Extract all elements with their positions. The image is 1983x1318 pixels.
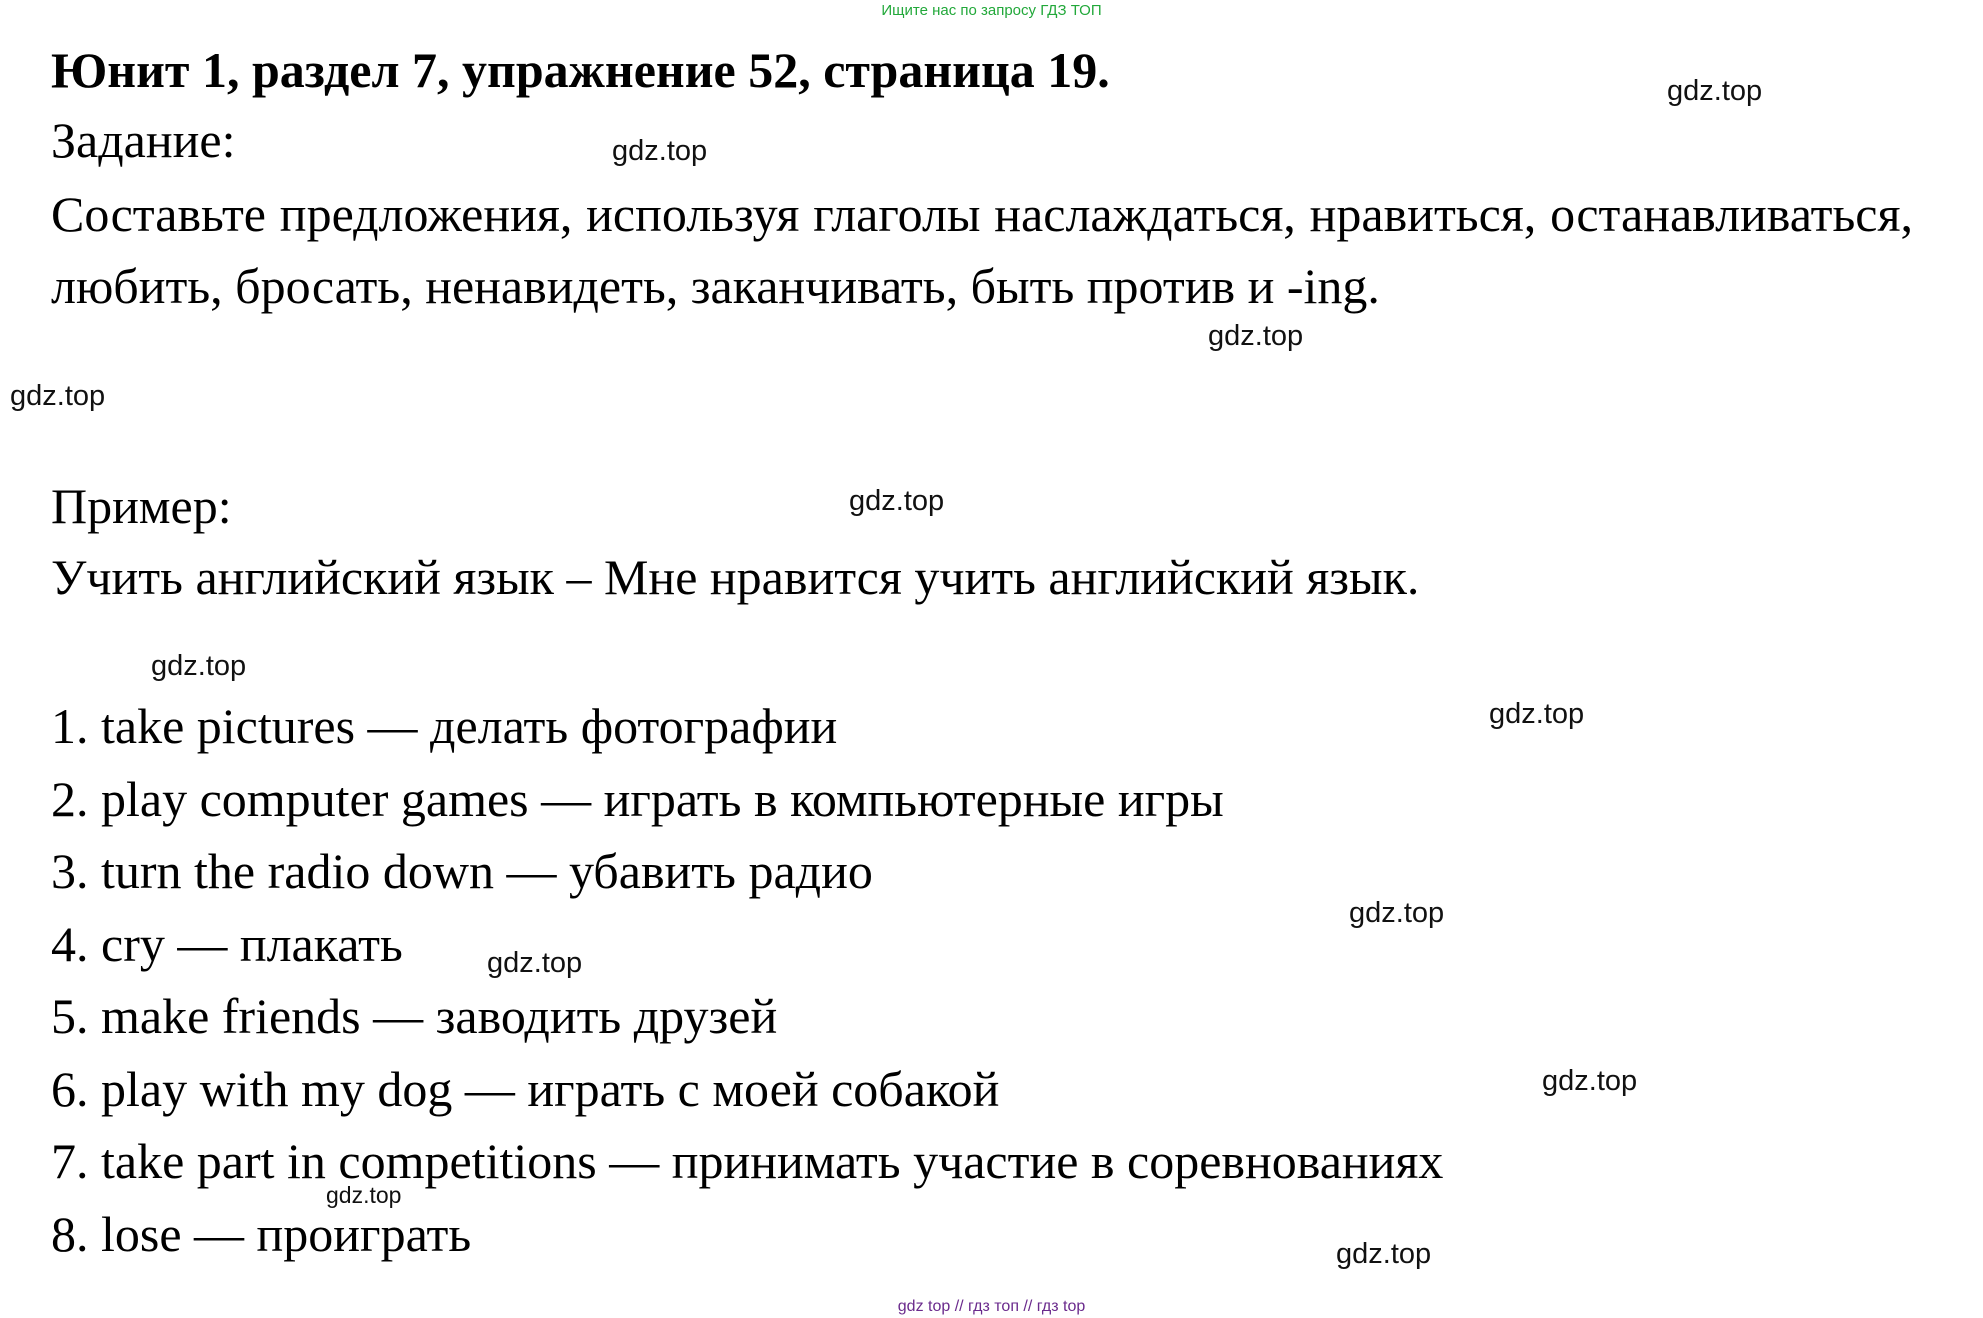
watermark: gdz.top xyxy=(1667,75,1763,107)
phrase-list xyxy=(51,690,1443,1270)
list-item: 4. cry — плакать xyxy=(51,915,403,972)
task-text: Составьте предложения, используя глаголы наслаждаться, нравиться, останавливаться, любить, бросать, ненавидеть, заканчивать, быть против и -ing. xyxy=(51,186,1913,314)
top-banner: Ищите нас по запросу ГДЗ ТОП xyxy=(881,2,1102,19)
page-title: Юнит 1, раздел 7, упражнение 52, страница 19. xyxy=(51,42,1110,98)
watermark: gdz.top xyxy=(1208,320,1304,352)
list-item: 1. take pictures — делать фотографии xyxy=(51,698,838,754)
watermark: gdz.top xyxy=(326,1182,402,1208)
watermark: gdz.top xyxy=(1349,897,1445,929)
list-item: 5. make friends — заводить друзей xyxy=(51,988,778,1044)
list-item: 2. play computer games — играть в компьютерные игры xyxy=(51,770,1224,827)
list-item: 8. lose — проиграть xyxy=(51,1205,472,1262)
list-item: 7. take part in competitions — принимать участие в соревнованиях xyxy=(51,1133,1444,1189)
list-item: 3. turn the radio down — убавить радио xyxy=(51,843,873,899)
example-label: Пример: xyxy=(51,478,232,534)
watermark: gdz.top xyxy=(1542,1065,1638,1097)
watermark: gdz.top xyxy=(849,485,945,517)
watermark: gdz.top xyxy=(1489,698,1585,730)
watermark: gdz.top xyxy=(612,135,708,167)
watermark: gdz.top xyxy=(10,380,106,412)
watermark: gdz.top xyxy=(487,947,583,979)
watermark: gdz.top xyxy=(1336,1238,1432,1270)
example-text: Учить английский язык – Мне нравится учить английский язык. xyxy=(51,549,1420,605)
task-label: Задание: xyxy=(51,112,236,168)
bottom-banner: gdz top // гдз топ // гдз top xyxy=(897,1298,1086,1315)
watermark: gdz.top xyxy=(151,650,247,682)
list-item: 6. play with my dog — играть с моей собакой xyxy=(51,1060,1000,1117)
